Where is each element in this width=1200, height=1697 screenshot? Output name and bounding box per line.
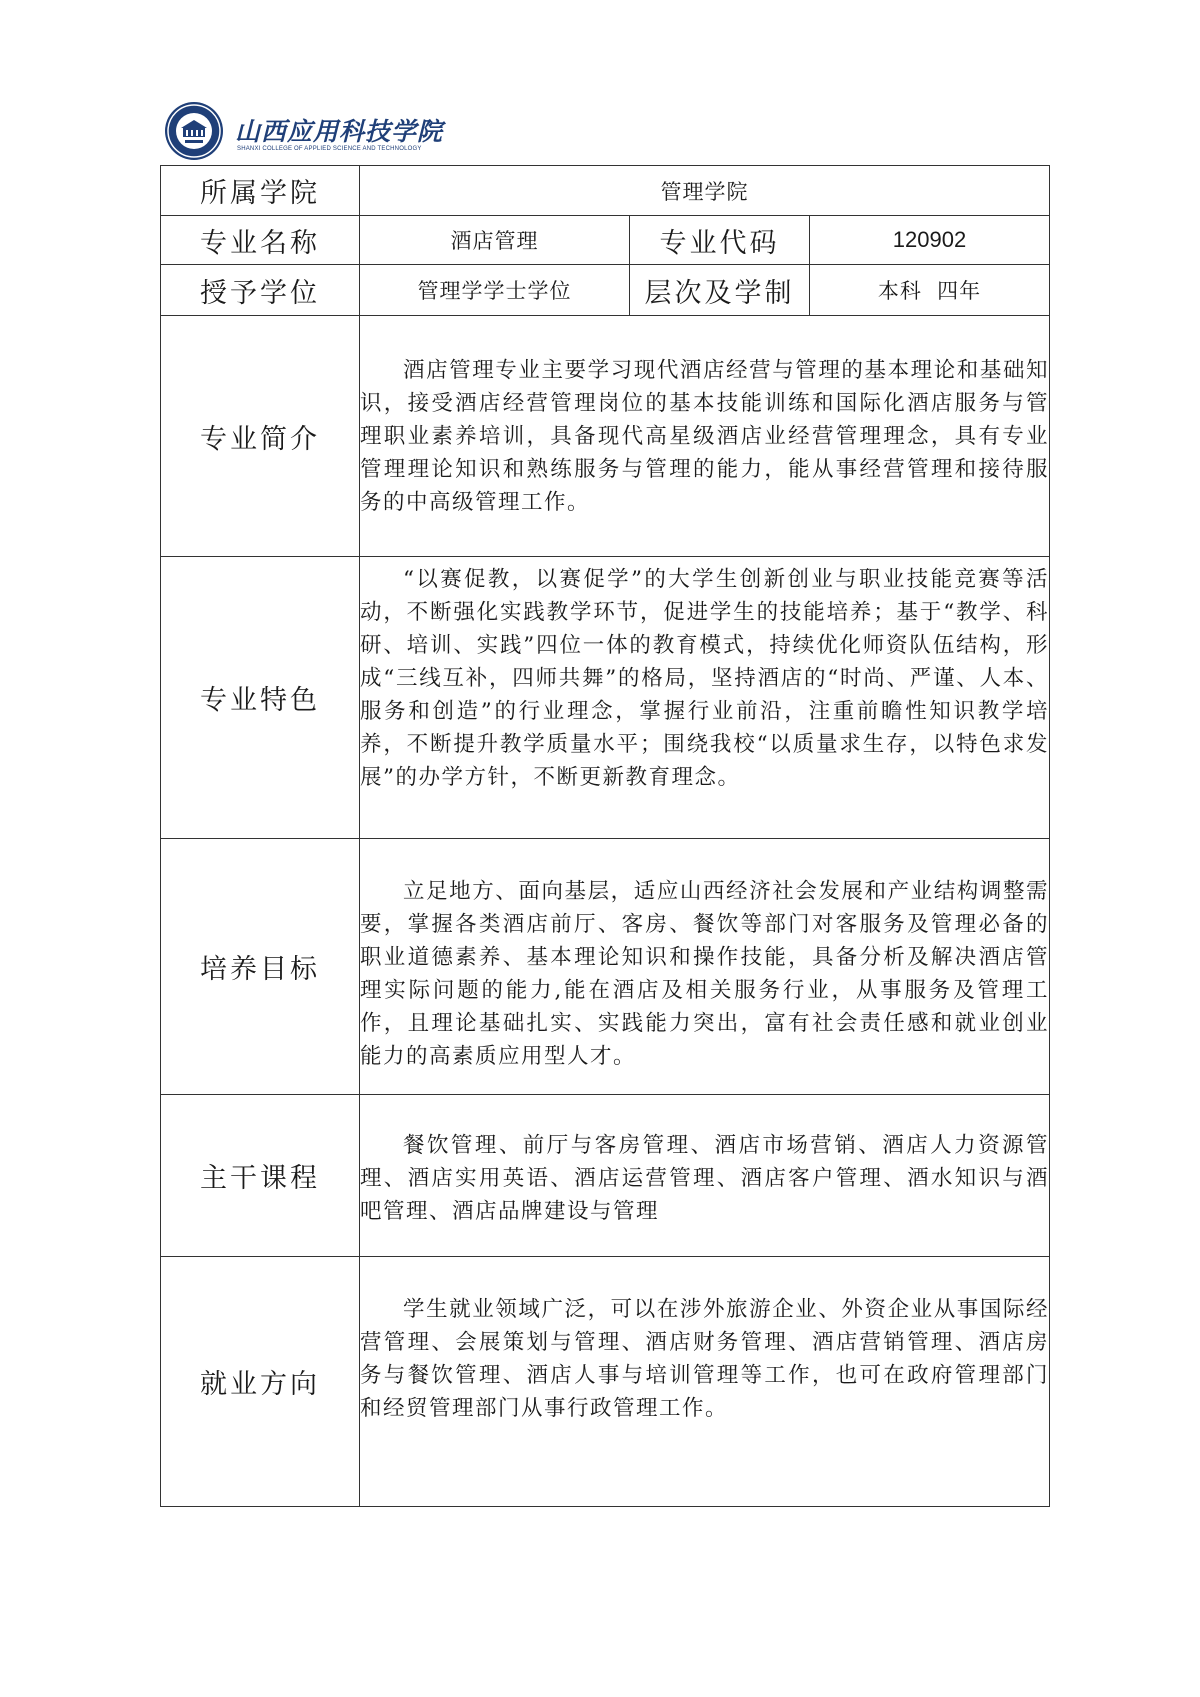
feature-text: “以赛促教，以赛促学”的大学生创新创业与职业技能竞赛等活动，不断强化实践教学环节，促进学生的技能培养；基于“教学、科研、培训、实践”四位一体的教育模式，持续优化师资队伍结构，形成“三线互补，四师共舞”的格局，坚持酒店的“时尚、严谨、人本、服务和创造”的行业理念，掌握行业前沿，注重前瞻性知识教学培养，不断提升教学质量水平；围绕我校“以质量求生存，以特色求发展”的办学方针，不断更新教育理念。	[360, 567, 1050, 790]
feature-label: 专业特色	[161, 557, 360, 839]
career-label: 就业方向	[161, 1257, 360, 1507]
table-row	[161, 839, 1050, 1095]
table-row	[161, 216, 1050, 265]
major-label: 专业名称	[161, 216, 360, 265]
course-text: 餐饮管理、前厅与客房管理、酒店市场营销、酒店人力资源管理、酒店实用英语、酒店运营管理、酒店客户管理、酒水知识与酒吧管理、酒店品牌建设与管理	[360, 1133, 1050, 1224]
table-row	[161, 166, 1050, 216]
college-name-en: SHANXI COLLEGE OF APPLIED SCIENCE AND TECHNOLOGY	[237, 146, 422, 152]
table-row	[161, 1257, 1050, 1507]
college-seal-icon	[165, 102, 223, 160]
college-name-cn: 山西应用科技学院	[235, 117, 444, 146]
major-value: 酒店管理	[360, 216, 630, 265]
table-row	[161, 316, 1050, 557]
table-row	[161, 557, 1050, 839]
intro-text: 酒店管理专业主要学习现代酒店经营与管理的基本理论和基础知识，接受酒店经营管理岗位的基本技能训练和国际化酒店服务与管理职业素养培训，具备现代高星级酒店业经营管理理念，具有专业管理理论知识和熟练服务与管理的能力，能从事经营管理和接待服务的中高级管理工作。	[360, 358, 1050, 515]
goal-text: 立足地方、面向基层，适应山西经济社会发展和产业结构调整需要，掌握各类酒店前厅、客房、餐饮等部门对客服务及管理必备的职业道德素养、基本理论知识和操作技能，具备分析及解决酒店管理实际问题的能力,能在酒店及相关服务行业，从事服务及管理工作，且理论基础扎实、实践能力突出，富有社会责任感和就业创业能力的高素质应用型人才。	[360, 879, 1050, 1069]
table-row	[161, 265, 1050, 316]
major-info-table	[160, 165, 1050, 1507]
college-value: 管理学院	[360, 166, 1050, 216]
level-label: 层次及学制	[630, 265, 810, 316]
code-label: 专业代码	[630, 216, 810, 265]
goal-label: 培养目标	[161, 839, 360, 1095]
table-row	[161, 1095, 1050, 1257]
college-label: 所属学院	[161, 166, 360, 216]
college-logo	[165, 100, 444, 164]
career-text: 学生就业领域广泛，可以在涉外旅游企业、外资企业从事国际经营管理、会展策划与管理、酒店财务管理、酒店营销管理、酒店房务与餐饮管理、酒店人事与培训管理等工作，也可在政府管理部门和经贸管理部门从事行政管理工作。	[360, 1297, 1050, 1421]
course-label: 主干课程	[161, 1095, 360, 1257]
degree-label: 授予学位	[161, 265, 360, 316]
degree-value: 管理学学士学位	[360, 265, 630, 316]
level-value: 本科 四年	[810, 265, 1050, 316]
code-value: 120902	[810, 216, 1050, 265]
intro-label: 专业简介	[161, 316, 360, 557]
